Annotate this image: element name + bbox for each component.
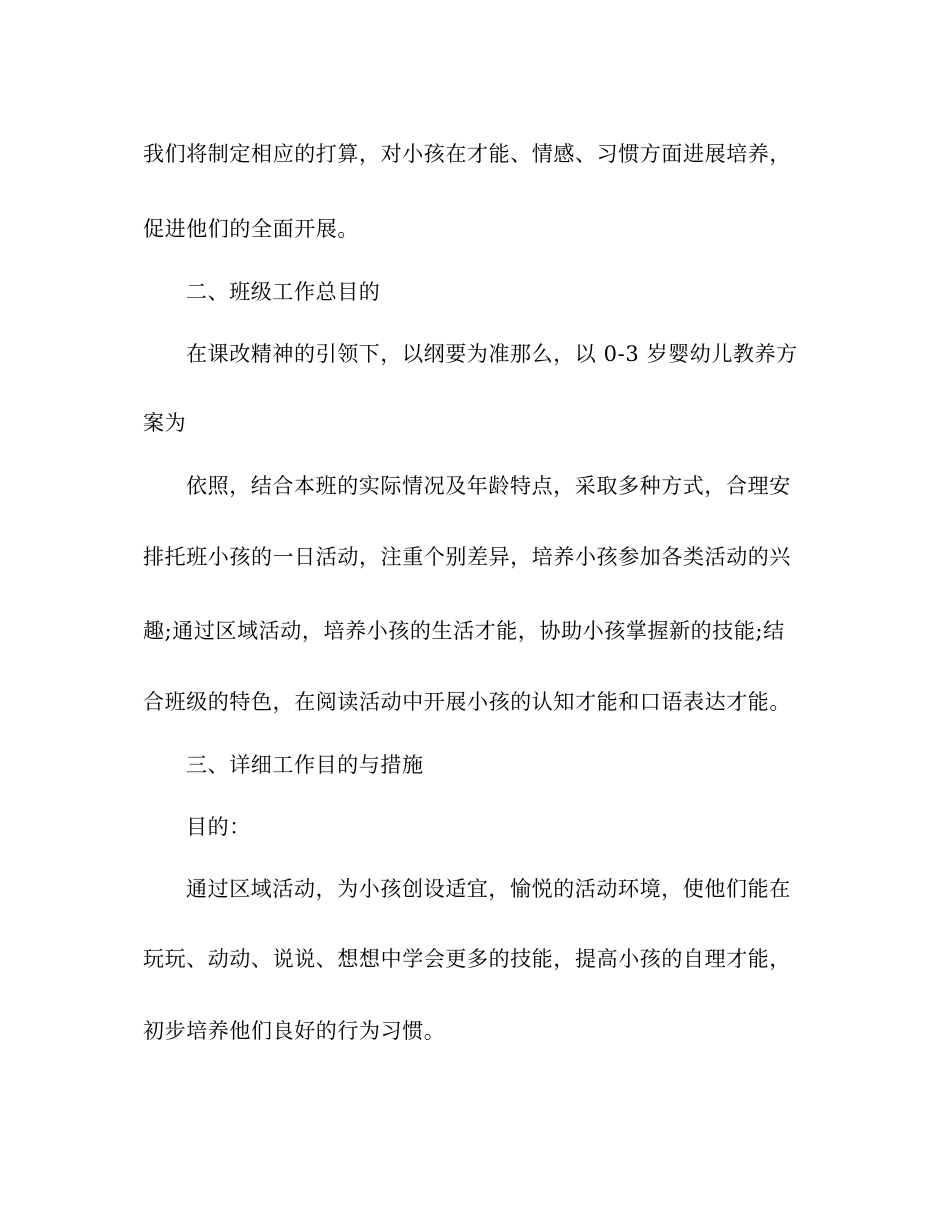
paragraph-line: 排托班小孩的一日活动，注重个别差异，培养小孩参加各类活动的兴	[143, 545, 791, 569]
paragraph-line: 玩玩、动动、说说、想想中学会更多的技能，提高小孩的自理才能，	[143, 947, 791, 971]
paragraph-line: 初步培养他们良好的行为习惯。	[143, 1019, 446, 1043]
section-heading: 二、班级工作总目的	[186, 280, 381, 304]
paragraph-line: 依照，结合本班的实际情况及年龄特点，采取多种方式，合理安	[186, 474, 791, 498]
paragraph-line: 在课改精神的引领下，以纲要为准那么，以 0-3 岁婴幼儿教养方	[186, 342, 798, 366]
paragraph-line: 案为	[143, 411, 187, 435]
paragraph-line: 通过区域活动，为小孩创设适宜，愉悦的活动环境，使他们能在	[186, 877, 791, 901]
section-heading: 三、详细工作目的与措施	[186, 753, 424, 777]
paragraph-line: 合班级的特色，在阅读活动中开展小孩的认知才能和口语表达才能。	[143, 690, 791, 714]
paragraph-line: 趣;通过区域活动，培养小孩的生活才能，协助小孩掌握新的技能;结	[143, 619, 785, 643]
subheading: 目的：	[186, 815, 251, 839]
paragraph-line: 促进他们的全面开展。	[143, 217, 359, 241]
paragraph-line: 我们将制定相应的打算，对小孩在才能、情感、习惯方面进展培养，	[143, 142, 791, 166]
